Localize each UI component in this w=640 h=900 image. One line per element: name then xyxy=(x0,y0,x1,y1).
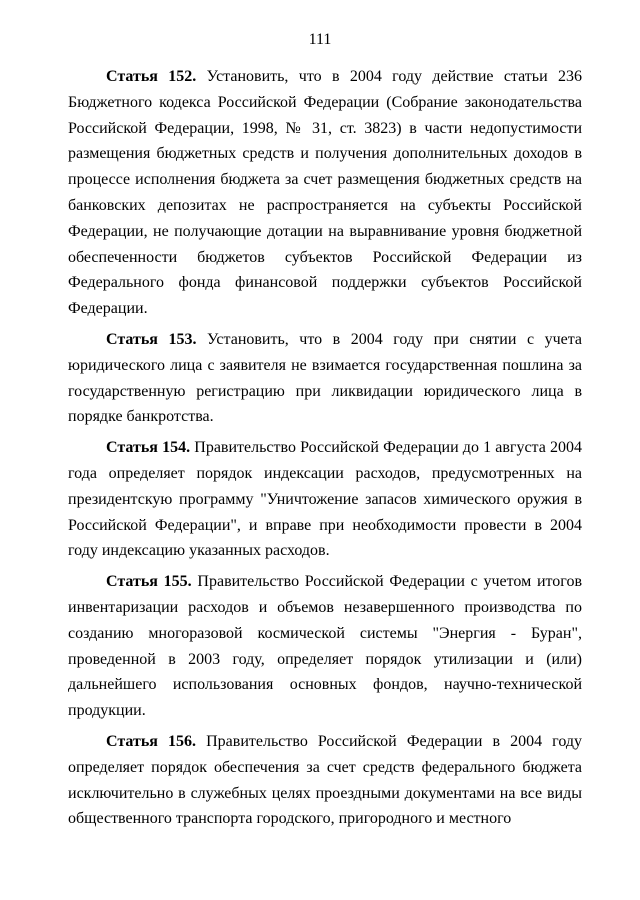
article-title: Статья 154. xyxy=(106,439,191,457)
document-body xyxy=(68,64,582,837)
article-153 xyxy=(68,327,582,430)
article-text: Правительство Российской Федерации с учетом итогов инвентаризации расходов и объемов незавершенного производства по созданию многоразовой космической системы "Энергия - Буран", проведенной в 2003 году, определяет порядок утилизации и (или) дальнейшего использования основных фондов, научно-технической продукции. xyxy=(68,573,583,720)
article-title: Статья 152. xyxy=(106,68,197,85)
page-number: 111 xyxy=(308,31,332,48)
article-text: Установить, что в 2004 году при снятии с учета юридического лица с заявителя не взимается государственная пошлина за государственную регистрацию при ликвидации юридического лица в порядке банкротства. xyxy=(68,330,582,426)
article-text: Установить, что в 2004 году действие статьи 236 Бюджетного кодекса Российской Федерации (Собрание законодательства Российской Федерации, 1998, № 31, ст. 3823) в части недопустимости размещения бюджетных средств и получения дополнительных доходов в процессе исполнения бюджета за счет размещения бюджетных средств на банковских депозитах не распространяется на субъекты Российской Федерации, не получающие дотации на выравнивание уровня бюджетной обеспеченности бюджетов субъектов Российской Федерации из Федерального фонда финансовой поддержки субъектов Российской Федерации. xyxy=(68,68,582,318)
article-155 xyxy=(68,569,582,724)
article-154 xyxy=(68,435,582,564)
article-text: Правительство Российской Федерации до 1 августа 2004 года определяет порядок индексации расходов, предусмотренных на президентскую программу "Уничтожение запасов химического оружия в Российской Федерации", и вправе при необходимости провести в 2004 году индексацию указанных расходов. xyxy=(68,439,582,560)
article-title: Статья 156. xyxy=(106,732,197,750)
article-title: Статья 155. xyxy=(106,573,192,591)
article-text: Правительство Российской Федерации в 2004 году определяет порядок обеспечения за счет средств федерального бюджета исключительно в служебных целях проездными документами на все виды общественного транспорта городского, пригородного и местного xyxy=(68,732,583,828)
article-title: Статья 153. xyxy=(106,330,197,348)
article-152 xyxy=(68,64,582,322)
article-156 xyxy=(68,729,582,832)
